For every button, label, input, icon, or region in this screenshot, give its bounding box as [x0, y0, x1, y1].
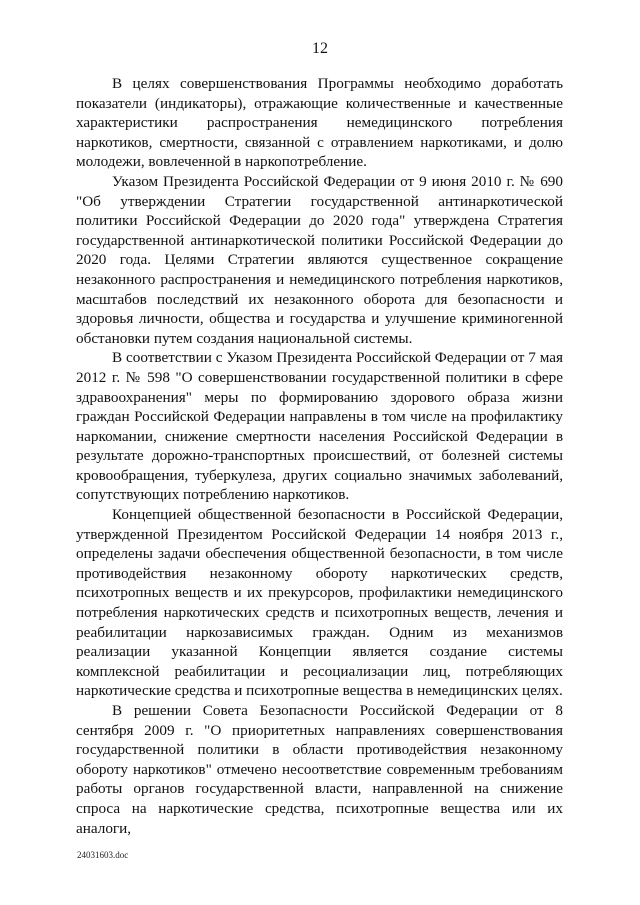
body-text [76, 74, 563, 838]
page-number: 12 [312, 40, 328, 57]
paragraph-healthcare-decree: В соответствии с Указом Президента Российской Федерации от 7 мая 2012 г. № 598 "О совершенствовании государственной политики в сфере здравоохранения" меры по формированию здорового образа жизни граждан Российской Федерации направлены в том числе на профилактику наркомании, снижение смертности населения Российской Федерации в результате дорожно-транспортных происшествий, от болезней системы кровообращения, туберкулеза, других социально значимых заболеваний, сопутствующих потреблению наркотиков. [76, 349, 563, 504]
paragraph-security-council: В решении Совета Безопасности Российской Федерации от 8 сентября 2009 г. "О приоритетных направлениях совершенствования государственной политики в области противодействия незаконному обороту наркотиков" отмечено несоответствие современным требованиям работы органов государственной власти, направленной на снижение спроса на наркотические средства, психотропные вещества или их аналоги, [76, 702, 563, 837]
paragraph-program-indicators: В целях совершенствования Программы необходимо доработать показатели (индикаторы), отражающие количественные и качественные характеристики распространения немедицинского потребления наркотиков, смертности, связанной с отравлением наркотиками, и долю молодежи, вовлеченной в наркопотребление. [76, 75, 563, 171]
footer-file-code: 24031603.doc [77, 850, 129, 860]
paragraph-security-concept: Концепцией общественной безопасности в Российской Федерации, утвержденной Президентом Российской Федерации 14 ноября 2013 г., определены задачи обеспечения общественной безопасности, в том числе противодействия незаконному обороту наркотических средств, психотропных веществ и их прекурсоров, профилактики немедицинского потребления наркотических средств и психотропных веществ, лечения и реабилитации наркозависимых граждан. Одним из механизмов реализации указанной Концепции является создание системы комплексной реабилитации и ресоциализации лиц, потребляющих наркотические средства и психотропные вещества в немедицинских целях. [76, 506, 563, 700]
paragraph-strategy-decree: Указом Президента Российской Федерации от 9 июня 2010 г. № 690 "Об утверждении Стратегии государственной антинаркотической политики Российской Федерации до 2020 года" утверждена Стратегия государственной антинаркотической политики Российской Федерации до 2020 года. Целями Стратегии являются существенное сокращение незаконного распространения и немедицинского потребления наркотиков, масштабов последствий их незаконного оборота для безопасности и здоровья личности, общества и государства и улучшение криминогенной обстановки путем создания национальной системы. [76, 172, 563, 347]
